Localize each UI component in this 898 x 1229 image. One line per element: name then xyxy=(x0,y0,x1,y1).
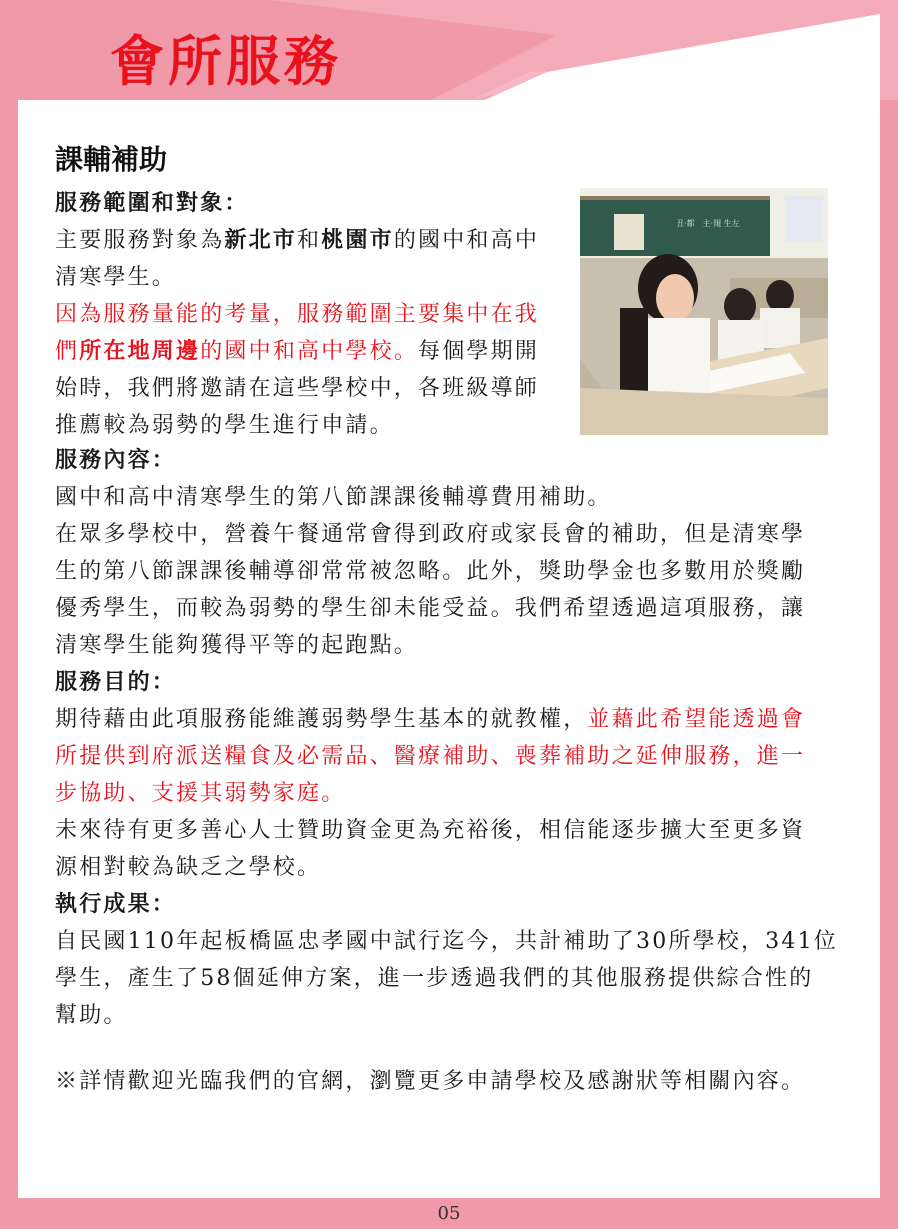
website-note: ※詳情歡迎光臨我們的官網，瀏覽更多申請學校及感謝狀等相關內容。 xyxy=(55,1069,806,1094)
scope-line-2: 清寒學生。 xyxy=(55,265,177,290)
scope-red-line-1: 因為服務量能的考量，服務範圍主要集中在我 xyxy=(55,302,540,327)
results-line-2: 學生，產生了58個延伸方案，進一步透過我們的其他服務提供綜合性的 xyxy=(55,966,814,991)
classroom-photo xyxy=(580,188,828,435)
classroom-photo-illustration xyxy=(580,188,828,435)
content-line-3: 生的第八節課課後輔導卻常常被忽略。此外，獎助學金也多數用於獎勵 xyxy=(55,559,806,584)
blackboard-text: 丑‧都 主‧規 生左 xyxy=(676,219,740,228)
results-line-1: 自民國110年起板橋區忠孝國中試行迄今，共計補助了30所學校，341位 xyxy=(55,929,838,954)
section-title: 課輔補助 xyxy=(55,143,168,176)
purpose-line-5: 源相對較為缺乏之學校。 xyxy=(55,855,322,880)
content-line-2: 在眾多學校中，營養午餐通常會得到政府或家長會的補助，但是清寒學 xyxy=(55,522,806,547)
content-line-5: 清寒學生能夠獲得平等的起跑點。 xyxy=(55,633,419,658)
scope-line-5: 推薦較為弱勢的學生進行申請。 xyxy=(55,413,394,438)
purpose-line-4: 未來待有更多善心人士贊助資金更為充裕後，相信能逐步擴大至更多資 xyxy=(55,818,806,843)
scope-heading: 服務範圍和對象： xyxy=(55,190,249,216)
scope-line-3: 們所在地周邊的國中和高中學校。每個學期開 xyxy=(55,338,540,364)
purpose-red-line-2: 所提供到府派送糧食及必需品、醫療補助、喪葬補助之延伸服務，進一 xyxy=(55,744,806,769)
purpose-red-line-3: 步協助、支援其弱勢家庭。 xyxy=(55,781,346,806)
content-heading: 服務內容： xyxy=(55,447,177,473)
results-line-3: 幫助。 xyxy=(55,1003,128,1028)
scope-line-1: 主要服務對象為新北市和桃園市的國中和高中 xyxy=(55,227,540,253)
purpose-heading: 服務目的： xyxy=(55,669,177,695)
page-number: 05 xyxy=(437,1203,461,1224)
scope-line-4: 始時，我們將邀請在這些學校中，各班級導師 xyxy=(55,376,540,401)
page-title: 會所服務 xyxy=(110,29,342,93)
content-line-1: 國中和高中清寒學生的第八節課課後輔導費用補助。 xyxy=(55,485,612,510)
content-line-4: 優秀學生，而較為弱勢的學生卻未能受益。我們希望透過這項服務，讓 xyxy=(55,596,806,621)
results-heading: 執行成果： xyxy=(55,891,177,917)
purpose-line-1: 期待藉由此項服務能維護弱勢學生基本的就教權，並藉此希望能透過會 xyxy=(55,707,806,732)
